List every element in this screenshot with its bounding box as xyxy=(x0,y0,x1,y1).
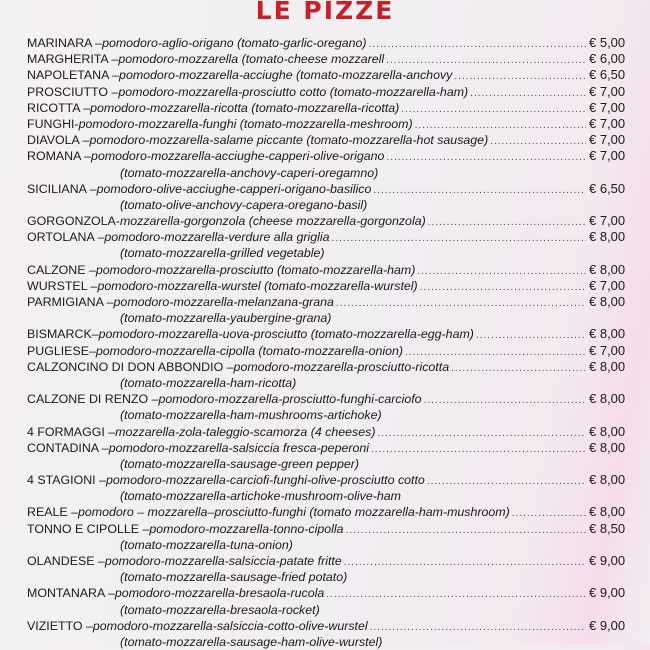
dot-leader xyxy=(512,506,586,522)
menu-item xyxy=(27,181,639,213)
menu-item xyxy=(27,618,639,650)
dot-leader xyxy=(470,86,586,102)
menu-item xyxy=(27,35,639,51)
pizza-name: REALE – xyxy=(27,505,78,520)
pizza-name: CALZONE – xyxy=(27,262,96,277)
dot-leader xyxy=(427,474,586,490)
pizza-name: ROMANA – xyxy=(27,149,92,164)
pizza-price: € 7,00 xyxy=(589,342,626,358)
menu-item-line xyxy=(27,100,639,116)
menu-item-line xyxy=(27,343,639,359)
dot-leader xyxy=(346,523,586,539)
dot-leader xyxy=(369,37,586,53)
pizza-translation: (tomato-mozzarella-ham-ricotta) xyxy=(120,375,297,390)
dot-leader xyxy=(417,264,586,280)
menu-item-line xyxy=(27,359,639,375)
menu-item xyxy=(27,100,639,116)
dot-leader xyxy=(332,231,586,247)
pizza-price: € 8,00 xyxy=(589,439,626,455)
pizza-price: € 8,00 xyxy=(589,261,626,277)
pizza-price: € 7,00 xyxy=(589,115,626,131)
menu-item-line xyxy=(27,67,639,83)
dot-leader xyxy=(490,134,586,150)
menu-item-line xyxy=(27,440,639,456)
pizza-description: pomodoro-mozzarella-salsiccia fresca-peperoni xyxy=(108,440,370,455)
pizza-price: € 7,00 xyxy=(589,213,626,229)
pizza-description: pomodoro-mozzarella-prosciutto-funghi-carciofo xyxy=(158,392,422,407)
menu-item xyxy=(27,278,639,294)
pizza-translation: (tomato-mozzarella-grilled vegetable) xyxy=(120,246,325,261)
menu-item xyxy=(27,553,639,585)
pizza-description: pomodoro-mozzarella-cipolla (tomato-mozzarella-onion) xyxy=(95,343,404,358)
pizza-description: mozzarella-zola-taleggio-scamorza (4 cheeses) xyxy=(115,424,376,439)
pizza-price: € 8,00 xyxy=(589,504,626,520)
menu-item-line xyxy=(27,521,639,537)
pizza-name: MARINARA – xyxy=(27,36,103,50)
dot-leader xyxy=(373,183,586,199)
pizza-translation: (tomato-mozzarella-sausage-ham-olive-wurstel) xyxy=(120,634,383,649)
dot-leader xyxy=(326,587,586,603)
dot-leader xyxy=(428,215,586,231)
pizza-translation: (tomato-mozzarella-bresaola-rocket) xyxy=(120,602,320,617)
pizza-description: pomodoro-mozzarella-salsiccia-patate fritte xyxy=(104,554,342,568)
menu-item-line xyxy=(27,229,639,245)
menu-item-line xyxy=(27,213,639,229)
menu-item-line xyxy=(27,35,639,51)
dot-leader xyxy=(344,555,586,571)
pizza-name: PUGLIESE– xyxy=(27,343,96,358)
pizza-price: € 8,00 xyxy=(589,294,626,309)
pizza-menu-list xyxy=(27,35,639,650)
menu-item xyxy=(27,229,639,261)
pizza-price: € 9,00 xyxy=(589,553,626,568)
menu-item-line xyxy=(27,278,639,294)
pizza-description: pomodoro-mozzarella (tomato-cheese mozzarell xyxy=(118,52,385,67)
menu-item-line xyxy=(27,326,639,342)
menu-item xyxy=(27,84,639,100)
pizza-name: 4 STAGIONI – xyxy=(27,473,106,488)
pizza-translation: (tomato-mozzarella-sausage-fried potato) xyxy=(120,570,348,585)
pizza-translation: (tomato-olive-anchovy-capera-oregano-basil) xyxy=(120,197,368,212)
pizza-description: pomodoro-mozzarella-acciughe-capperi-olive-origano xyxy=(91,149,385,164)
dot-leader xyxy=(476,328,586,344)
pizza-translation: (tomato-mozzarella-anchovy-caperi-oregamno) xyxy=(120,165,379,180)
pizza-description: pomodoro-mozzarella-wurstel (tomato-mozzarella-wurstel) xyxy=(97,278,418,293)
pizza-price: € 9,00 xyxy=(589,585,626,601)
menu-item xyxy=(27,51,639,67)
menu-item xyxy=(27,359,639,391)
menu-item-line xyxy=(27,472,639,488)
pizza-price: € 8,50 xyxy=(589,520,626,536)
menu-item-line xyxy=(27,132,639,148)
pizza-name: PARMIGIANA – xyxy=(27,295,114,309)
pizza-name: BISMARCK– xyxy=(27,327,99,342)
pizza-description: pomodoro-mozzarella-tonno-cipolla xyxy=(149,521,344,536)
pizza-price: € 6,50 xyxy=(589,67,626,83)
menu-item xyxy=(27,504,639,520)
menu-item-line xyxy=(27,262,639,278)
menu-item xyxy=(27,521,639,553)
dot-leader xyxy=(336,296,586,312)
pizza-price: € 8,00 xyxy=(589,391,626,407)
pizza-name: 4 FORMAGGI – xyxy=(27,424,116,439)
dot-leader xyxy=(371,442,586,458)
pizza-price: € 5,00 xyxy=(589,35,626,50)
pizza-description: pomodoro-mozzarella-bresaola-rucola xyxy=(114,586,325,601)
menu-item xyxy=(27,343,639,359)
dot-leader xyxy=(386,150,586,166)
pizza-description: pomodoro-olive-acciughe-capperi-origano-basilico xyxy=(96,181,372,196)
dot-leader xyxy=(370,620,586,636)
dot-leader xyxy=(454,69,586,85)
pizza-name: DIAVOLA – xyxy=(27,133,90,148)
pizza-price: € 8,00 xyxy=(589,423,626,439)
menu-item-line xyxy=(27,294,639,310)
pizza-name: CALZONE DI RENZO – xyxy=(27,392,159,407)
menu-item-line xyxy=(27,391,639,407)
menu-item xyxy=(27,440,639,472)
menu-item-line xyxy=(27,181,639,197)
pizza-price: € 7,00 xyxy=(589,277,626,293)
menu-item xyxy=(27,67,639,83)
menu-item xyxy=(27,472,639,504)
menu-item xyxy=(27,213,639,229)
menu-item-line xyxy=(27,51,639,67)
dot-leader xyxy=(377,426,586,442)
menu-item xyxy=(27,294,639,326)
menu-item-line xyxy=(27,116,639,132)
pizza-name: CALZONCINO DI DON ABBONDIO – xyxy=(27,359,234,374)
pizza-description: pomodoro-mozzarella-uova-prosciutto (tomato-mozzarella-egg-ham) xyxy=(98,327,474,342)
menu-item xyxy=(27,326,639,342)
menu-item-line xyxy=(27,148,639,164)
menu-item xyxy=(27,116,639,132)
pizza-name: MARGHERITA – xyxy=(27,52,119,67)
pizza-price: € 6,00 xyxy=(589,51,626,67)
pizza-name: TONNO E CIPOLLE – xyxy=(27,521,150,536)
pizza-name: WURSTEL – xyxy=(27,278,98,293)
menu-item xyxy=(27,585,639,617)
menu-item-line xyxy=(27,424,639,440)
pizza-translation: (tomato-mozzarella-ham-mushrooms-artichoke) xyxy=(120,408,382,423)
pizza-name: CONTADINA – xyxy=(27,440,109,455)
pizza-price: € 6,50 xyxy=(589,180,626,196)
pizza-description: pomodoro-mozzarella-salsiccia-cotto-olive-wurstel xyxy=(92,618,368,633)
pizza-name: GORGONZOLA- xyxy=(27,214,120,229)
menu-item-line xyxy=(27,504,639,520)
pizza-description: pomodoro – mozzarella–prosciutto-funghi (tomato mozzarella-ham-mushroom) xyxy=(77,505,510,520)
pizza-description: pomodoro-mozzarella-prosciutto cotto (tomato-mozzarella-ham) xyxy=(118,84,469,99)
pizza-description: pomodoro-mozzarella-acciughe (tomato-mozzarella-anchovy xyxy=(119,68,453,83)
dot-leader xyxy=(420,280,586,296)
pizza-translation: (tomato-mozzarella-tuna-onion) xyxy=(120,537,293,552)
pizza-description: pomodoro-mozzarella-carciofi-funghi-olive-prosciutto cotto xyxy=(105,473,425,488)
pizza-name: FUNGHI- xyxy=(27,116,79,131)
menu-item xyxy=(27,132,639,148)
menu-item-line xyxy=(27,618,639,634)
menu-item-line xyxy=(27,84,639,100)
pizza-description: pomodoro-mozzarella-prosciutto-ricotta xyxy=(233,359,450,374)
pizza-translation: (tomato-mozzarella-sausage-green pepper) xyxy=(120,456,359,471)
pizza-price: € 8,00 xyxy=(589,326,626,342)
pizza-price: € 7,00 xyxy=(589,83,626,99)
pizza-name: RICOTTA – xyxy=(27,100,91,115)
pizza-name: OLANDESE – xyxy=(27,554,105,568)
pizza-description: pomodoro-mozzarella-salame piccante (tomato-mozzarella-hot sausage) xyxy=(89,133,489,148)
dot-leader xyxy=(424,393,586,409)
pizza-name: NAPOLETANA – xyxy=(27,68,120,83)
pizza-name: VIZIETTO – xyxy=(27,618,93,633)
menu-item xyxy=(27,424,639,440)
pizza-translation: (tomato-mozzarella-yaubergine-grana) xyxy=(120,311,332,326)
pizza-price: € 7,00 xyxy=(589,99,626,115)
pizza-name: SICILIANA – xyxy=(27,181,97,196)
pizza-description: pomodoro-mozzarella-verdure alla griglia xyxy=(104,230,330,245)
pizza-price: € 9,00 xyxy=(589,617,626,633)
menu-item xyxy=(27,262,639,278)
pizza-name: ORTOLANA – xyxy=(27,230,105,245)
pizza-price: € 8,00 xyxy=(589,472,626,488)
pizza-description: pomodoro-mozzarella-ricotta (tomato-mozzarella-ricotta) xyxy=(90,100,400,115)
pizza-description: pomodoro-mozzarella-funghi (tomato-mozzarella-meshroom) xyxy=(78,116,413,131)
pizza-name: PROSCIUTTO – xyxy=(27,84,119,99)
pizza-name: MONTANARA – xyxy=(27,586,115,601)
pizza-price: € 7,00 xyxy=(589,132,626,148)
pizza-price: € 8,00 xyxy=(589,229,626,245)
dot-leader xyxy=(401,102,586,118)
menu-item xyxy=(27,148,639,180)
dot-leader xyxy=(451,361,586,377)
pizza-price: € 7,00 xyxy=(589,148,626,164)
menu-item-line xyxy=(27,585,639,601)
pizza-description: pomodoro-mozzarella-melanzana-grana xyxy=(113,295,334,309)
pizza-description: pomodoro-mozzarella-prosciutto (tomato-mozzarella-ham) xyxy=(95,262,416,277)
pizza-description: mozzarella-gorgonzola (cheese mozzarella-gorgonzola) xyxy=(119,214,426,229)
menu-item xyxy=(27,391,639,423)
menu-item-line xyxy=(27,553,639,569)
pizza-translation: (tomato-mozzarella-artichoke-mushroom-olive-ham xyxy=(120,489,401,504)
page-title: LE PIZZE xyxy=(255,0,395,25)
pizza-price: € 8,00 xyxy=(589,358,626,374)
pizza-description: pomodoro-aglio-origano (tomato-garlic-oregano) xyxy=(102,36,367,50)
